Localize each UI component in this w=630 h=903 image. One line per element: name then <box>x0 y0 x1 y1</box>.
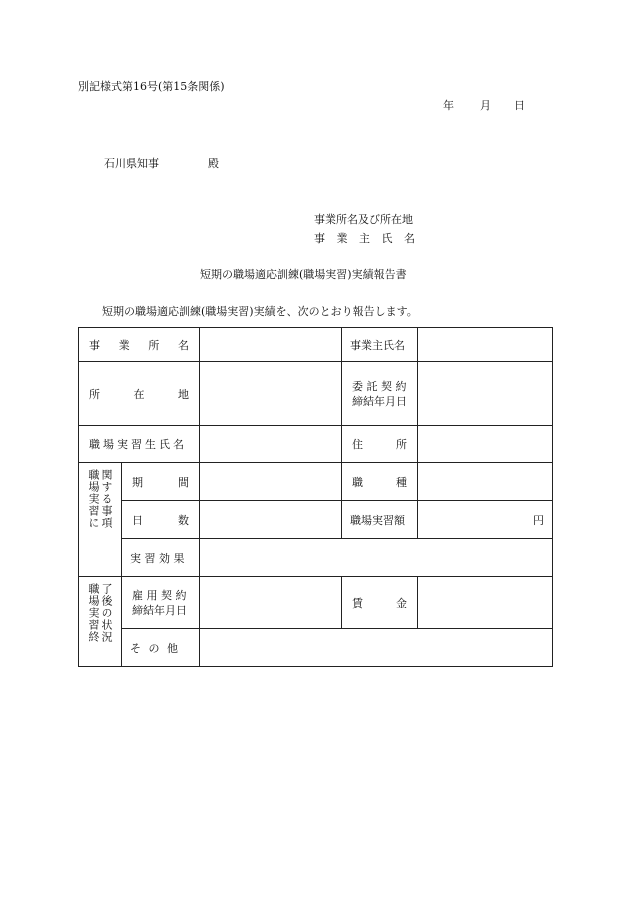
employer-name-label-cell <box>342 328 418 362</box>
office-name-field[interactable] <box>200 328 342 362</box>
occupation-label-cell <box>342 463 418 501</box>
table-row-location <box>79 362 553 426</box>
document-title: 短期の職場適応訓練(職場実習)実績報告書 <box>200 268 407 281</box>
intro-text: 短期の職場適応訓練(職場実習)実績を、次のとおり報告します。 <box>102 305 418 318</box>
period-label-cell <box>122 463 200 501</box>
post-training-label-col1: 職場実習終 <box>87 583 100 643</box>
training-amount-label-cell <box>342 501 418 539</box>
training-matters-label-col1: 職場実習に <box>87 469 100 529</box>
office-name-label-cell <box>79 328 200 362</box>
other-label-cell <box>122 629 200 667</box>
contract-date-field[interactable] <box>418 362 553 426</box>
sender-office-label: 事業所名及び所在地 <box>314 213 413 226</box>
employer-name-label: 事業主氏名 <box>350 338 405 352</box>
address-char: 所 <box>396 438 407 451</box>
wage-char: 賃 <box>352 596 363 610</box>
office-name-char: 所 <box>148 338 160 352</box>
yen-unit: 円 <box>533 513 544 527</box>
effect-field[interactable] <box>200 539 553 577</box>
office-name-char: 名 <box>177 338 189 352</box>
location-char: 地 <box>178 387 189 401</box>
training-matters-label-col2: 関する事項 <box>100 469 113 529</box>
table-row-employment <box>79 577 553 629</box>
occupation-field[interactable] <box>418 463 553 501</box>
sender-employer-label: 事 業 主 氏 名 <box>314 232 419 245</box>
period-char: 期 <box>132 475 143 489</box>
address-label-cell <box>342 426 418 463</box>
trainee-name-label: 職場実習生氏名 <box>89 438 187 451</box>
table-row-other <box>79 629 553 667</box>
occupation-char: 種 <box>396 475 407 489</box>
addressee: 石川県知事 <box>104 157 159 170</box>
training-amount-field[interactable] <box>418 501 553 539</box>
period-char: 間 <box>178 475 189 489</box>
location-field[interactable] <box>200 362 342 426</box>
address-char: 住 <box>352 438 363 451</box>
training-amount-label: 職場実習額 <box>350 513 405 527</box>
contract-date-label-line2: 締結年月日 <box>352 394 407 408</box>
date-day: 日 <box>514 99 525 112</box>
wage-char: 金 <box>396 596 407 610</box>
other-label: そ の 他 <box>130 641 180 655</box>
days-char: 数 <box>178 513 189 527</box>
employment-contract-label-line1: 雇 用 契 約 <box>132 588 187 602</box>
form-id: 別記様式第16号(第15条関係) <box>78 80 225 93</box>
date-year: 年 <box>443 99 454 112</box>
address-field[interactable] <box>418 426 553 463</box>
location-label-cell <box>79 362 200 426</box>
wage-field[interactable] <box>418 577 553 629</box>
days-char: 日 <box>132 513 143 527</box>
employment-contract-label-cell <box>122 577 200 629</box>
effect-label: 実 習 効 果 <box>130 551 185 565</box>
days-field[interactable] <box>200 501 342 539</box>
wage-label-cell <box>342 577 418 629</box>
table-row-days <box>79 501 553 539</box>
date-month: 月 <box>480 99 491 112</box>
report-table <box>78 327 553 667</box>
location-char: 所 <box>89 387 100 401</box>
office-name-char: 事 <box>89 338 100 352</box>
addressee-honorific: 殿 <box>208 157 219 170</box>
employment-contract-label-line2: 締結年月日 <box>132 603 187 617</box>
post-training-group-cell <box>79 577 122 667</box>
days-label-cell <box>122 501 200 539</box>
contract-date-label-cell <box>342 362 418 426</box>
post-training-label-col2: 了後の状況 <box>100 583 113 643</box>
table-row-effect <box>79 539 553 577</box>
office-name-char: 業 <box>118 338 130 352</box>
location-char: 在 <box>133 387 145 401</box>
period-field[interactable] <box>200 463 342 501</box>
employer-name-field[interactable] <box>418 328 553 362</box>
trainee-name-field[interactable] <box>200 426 342 463</box>
table-row-office <box>79 328 553 362</box>
contract-date-label-line1: 委 託 契 約 <box>352 379 407 393</box>
occupation-char: 職 <box>352 475 363 489</box>
table-row-period <box>79 463 553 501</box>
other-field[interactable] <box>200 629 553 667</box>
trainee-name-label-cell <box>79 426 200 463</box>
effect-label-cell <box>122 539 200 577</box>
training-matters-group-cell <box>79 463 122 577</box>
employment-contract-field[interactable] <box>200 577 342 629</box>
table-row-trainee <box>79 426 553 463</box>
